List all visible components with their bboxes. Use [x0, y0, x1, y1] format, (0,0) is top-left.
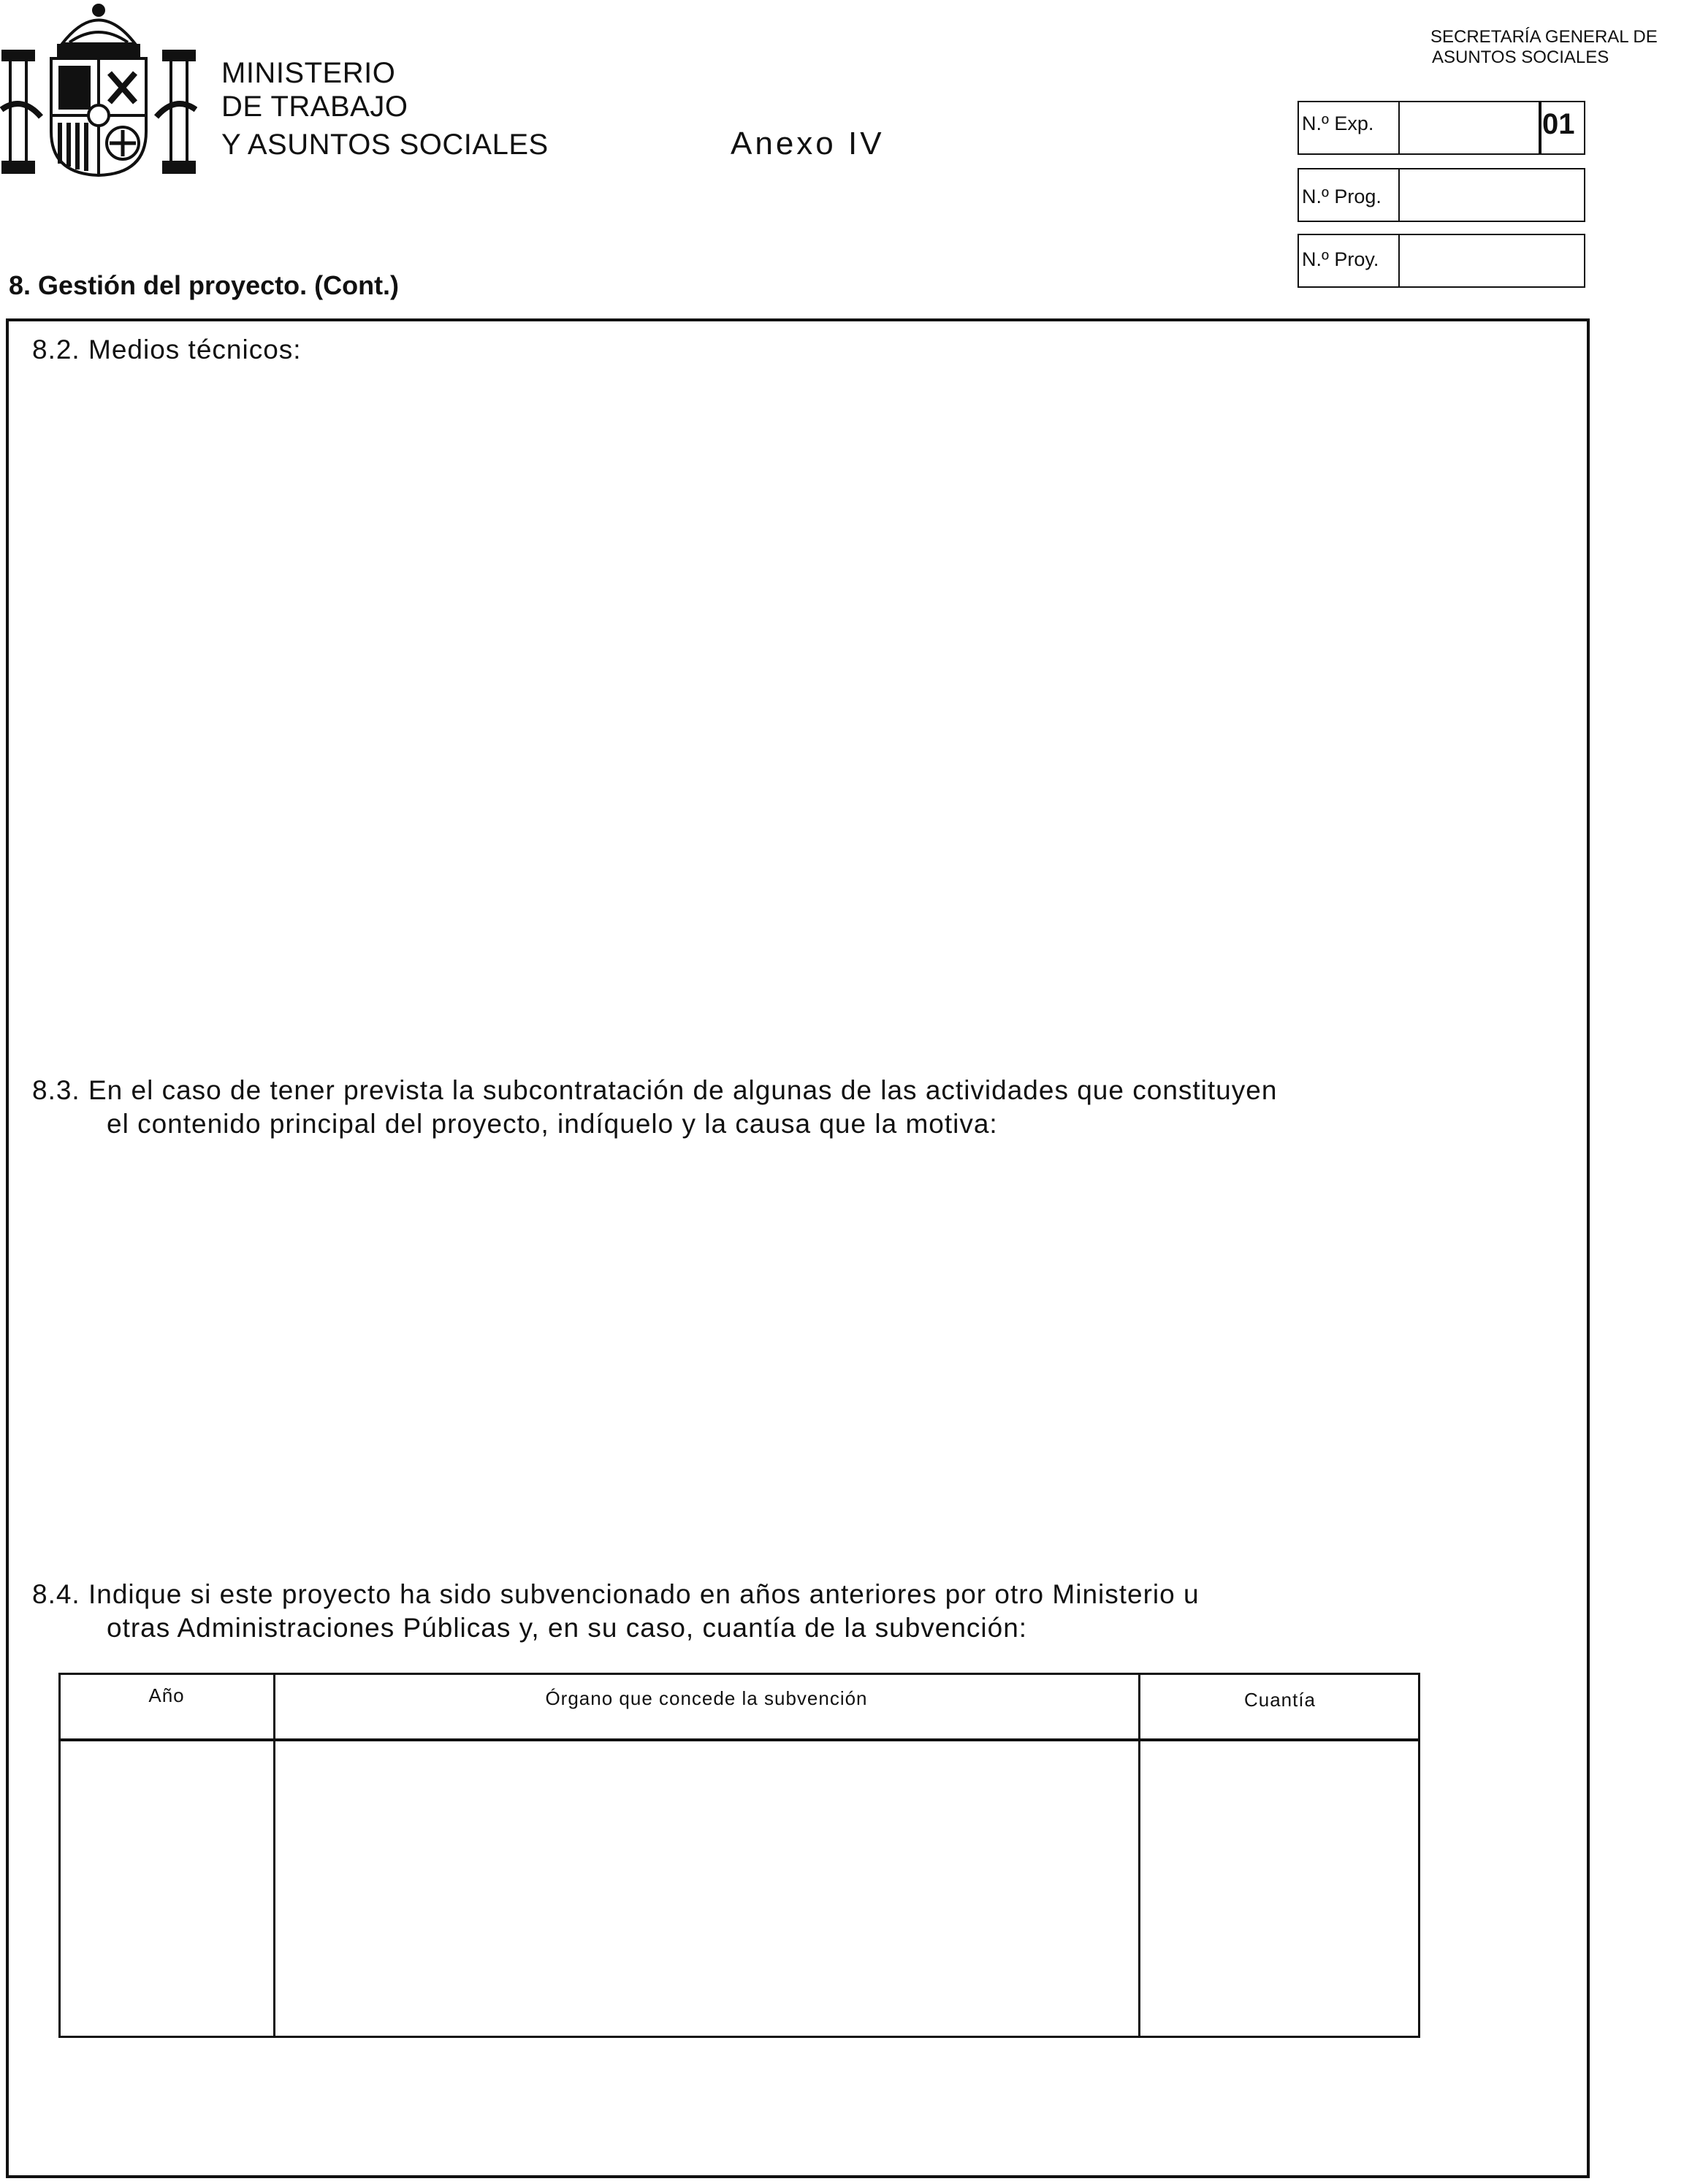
section-title: 8. Gestión del proyecto. (Cont.)	[9, 270, 400, 300]
table-cell-amount[interactable]	[1143, 1743, 1417, 2035]
subcontracting-answer-area[interactable]	[29, 1147, 1563, 1563]
technical-means-answer-area[interactable]	[29, 373, 1563, 1059]
table-column-divider	[273, 1673, 275, 2038]
proy-number-field[interactable]	[1401, 235, 1584, 286]
annex-title: Anexo IV	[731, 126, 885, 161]
exp-number-label: N.º Exp.	[1302, 112, 1374, 134]
prog-number-field[interactable]	[1401, 169, 1584, 221]
ministry-name-line: DE TRABAJO	[221, 91, 408, 123]
prog-box-divider	[1398, 168, 1400, 222]
table-header-granting-body: Órgano que concede la subvención	[545, 1687, 868, 1709]
question-8-4-label: 8.4. Indique si este proyecto ha sido subvencionado en años anteriores por otro Ministerio u	[32, 1579, 1200, 1609]
table-header-divider	[58, 1738, 1420, 1741]
question-8-3-label: 8.3. En el caso de tener prevista la subcontratación de algunas de las actividades que constituyen	[32, 1075, 1278, 1105]
proy-number-label: N.º Proy.	[1302, 248, 1379, 270]
table-column-divider	[1138, 1673, 1140, 2038]
table-header-year: Año	[148, 1684, 185, 1706]
question-8-4-label-continued: otras Administraciones Públicas y, en su caso, cuantía de la subvención:	[107, 1613, 1028, 1643]
ministry-name-line: Y ASUNTOS SOCIALES	[221, 129, 549, 161]
prog-number-label: N.º Prog.	[1302, 186, 1382, 207]
exp-box-divider	[1398, 101, 1400, 155]
proy-box-divider	[1398, 234, 1400, 288]
table-cell-granting-body[interactable]	[278, 1743, 1137, 2035]
question-8-3-label-continued: el contenido principal del proyecto, indíquelo y la causa que la motiva:	[107, 1109, 998, 1139]
table-header-amount: Cuantía	[1243, 1689, 1316, 1711]
question-8-2-label: 8.2. Medios técnicos:	[32, 335, 302, 364]
exp-number-field[interactable]	[1401, 102, 1537, 153]
ministry-name-line: MINISTERIO	[221, 57, 396, 89]
secretaria-line: ASUNTOS SOCIALES	[1432, 47, 1609, 67]
coat-of-arms-emblem	[0, 0, 197, 179]
table-cell-year[interactable]	[61, 1743, 272, 2035]
exp-code: 01	[1542, 108, 1575, 140]
secretaria-line: SECRETARÍA GENERAL DE	[1430, 27, 1658, 47]
